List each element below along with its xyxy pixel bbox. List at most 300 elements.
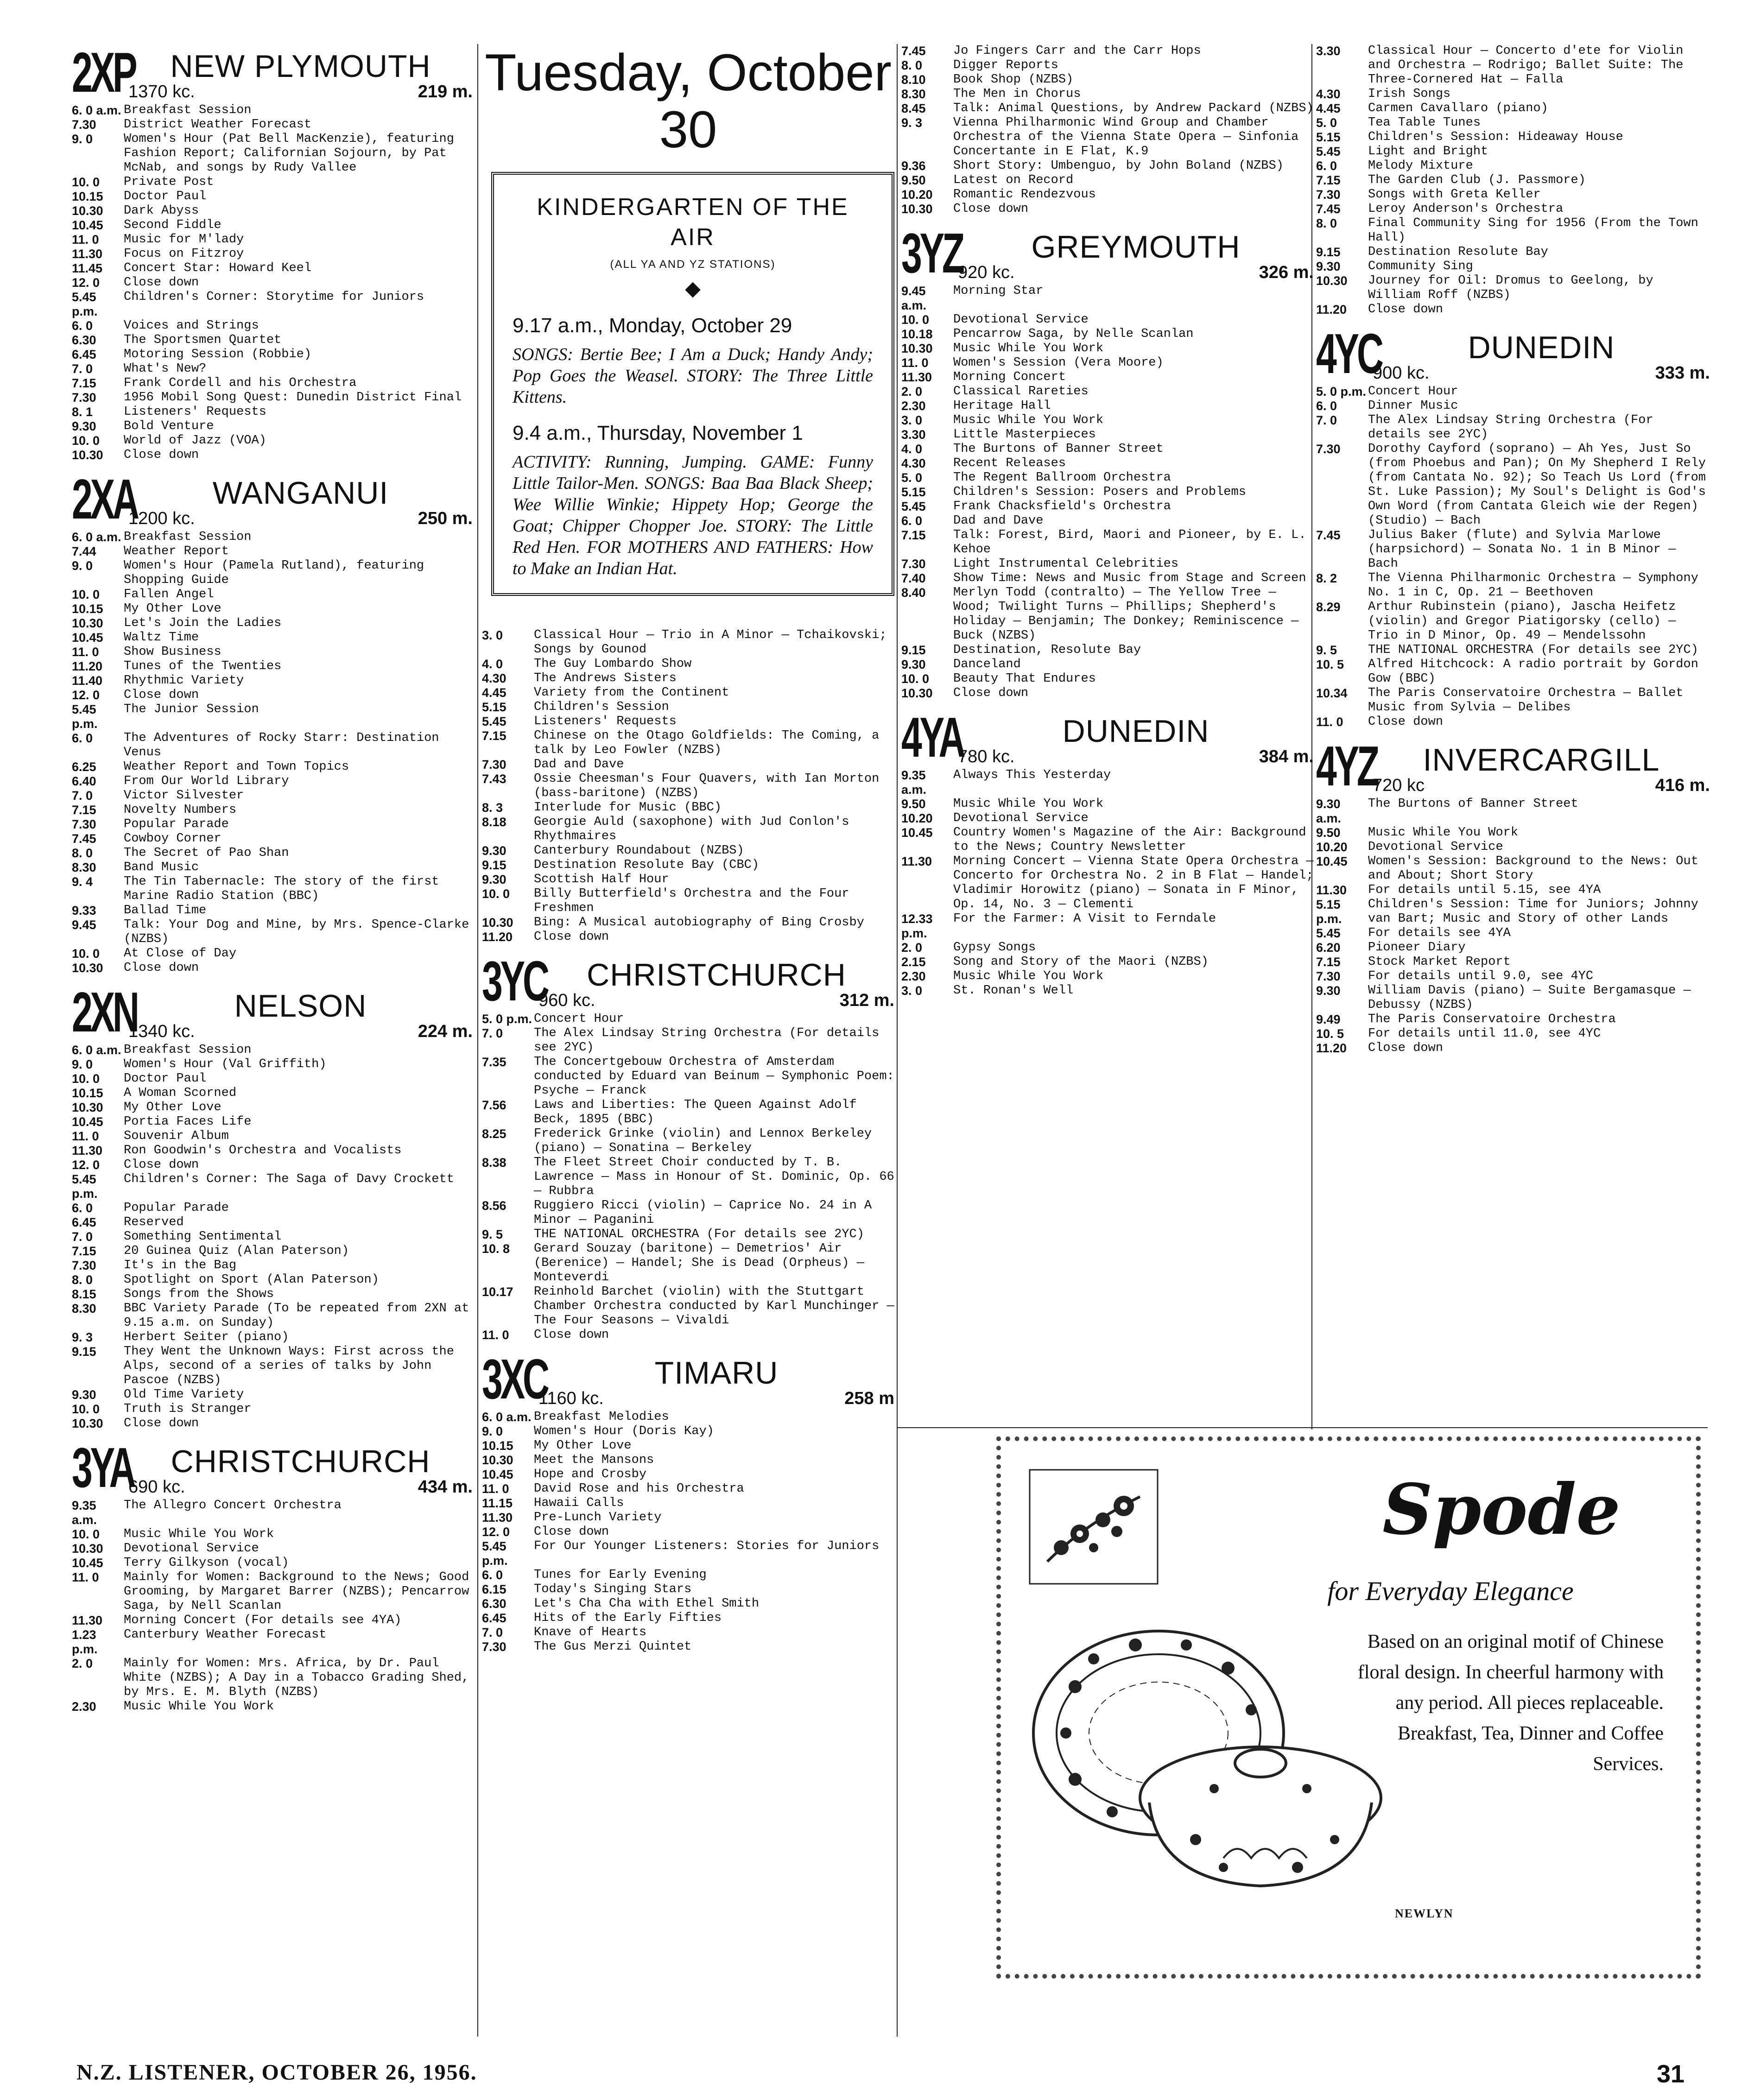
programme-time: 8. 0 [72, 1273, 93, 1287]
programme-row [482, 729, 894, 758]
column-1 [72, 41, 473, 1722]
programme-row [482, 1511, 894, 1525]
programme-title: Children's Session [534, 700, 669, 715]
programme-title: Ron Goodwin's Orchestra and Vocalists [124, 1144, 402, 1158]
programme-time: 11.30 [72, 247, 103, 261]
programme-title: Morning Concert — Vienna State Opera Orchestra — Concerto for Orchestra No. 2 in B Flat — Handel; Vladimir Horowitz (piano) — Sonata in F Minor, Op. 14, No. 3 — Clementi [953, 854, 1314, 911]
station-call-sign: 3YA [72, 1436, 134, 1499]
programme-row [72, 1330, 473, 1345]
programme-time: 7.30 [1316, 442, 1341, 456]
programme-time: 12. 0 [482, 1525, 510, 1539]
programme-time: 9. 0 [72, 1057, 93, 1071]
programme-title: Songs with Greta Keller [1368, 188, 1541, 202]
programme-title: Chinese on the Otago Goldfields: The Coming, a talk by Leo Fowler (NZBS) [534, 729, 880, 758]
station-city: WANGANUI [212, 475, 389, 511]
programme-row [901, 342, 1314, 356]
programme-title: Music While You Work [953, 413, 1104, 427]
programme-list [72, 103, 473, 462]
programme-time: 8.15 [72, 1287, 96, 1301]
programme-row [1316, 840, 1710, 854]
programme-time: 11.20 [1316, 1041, 1347, 1055]
programme-title: Dad and Dave [953, 514, 1044, 528]
programme-time: 10.15 [72, 1086, 103, 1100]
programme-row [901, 188, 1314, 202]
station-heading-detail [1373, 744, 1710, 794]
programme-time: 10.15 [72, 190, 103, 203]
programme-time: 11. 0 [72, 233, 99, 247]
programme-title: Weather Report and Town Topics [124, 760, 349, 774]
station-call-sign: 2XN [72, 980, 137, 1044]
programme-time: 5.45 p.m. [482, 1539, 508, 1568]
programme-time: 5. 0 [901, 471, 923, 485]
programme-title: Knave of Hearts [534, 1626, 647, 1640]
programme-title: Motoring Session (Robbie) [124, 348, 312, 361]
programme-row [482, 1453, 894, 1467]
programme-time: 6. 0 [72, 1201, 93, 1215]
programme-time: 6. 0 [72, 731, 93, 745]
page-date-heading: Tuesday, October 30 [485, 44, 892, 159]
programme-row [72, 247, 473, 261]
column-2-listings [482, 628, 894, 1654]
programme-row [1316, 442, 1710, 528]
programme-title: Alfred Hitchcock: A radio portrait by Gordon Gow (BBC) [1368, 658, 1698, 686]
programme-title: Band Music [124, 860, 199, 874]
programme-row [72, 434, 473, 448]
programme-row [901, 456, 1314, 471]
programme-time: 9.49 [1316, 1012, 1341, 1026]
programme-row [1316, 303, 1710, 317]
programme-row [72, 204, 473, 218]
programme-row [482, 1496, 894, 1511]
station-heading [901, 706, 1314, 769]
programme-row [72, 1072, 473, 1086]
programme-row [72, 405, 473, 419]
programme-row [72, 1057, 473, 1072]
programme-time: 7.15 [482, 729, 507, 743]
programme-time: 10. 0 [72, 588, 100, 601]
station-call-sign: 2XP [72, 41, 135, 104]
programme-time: 6.15 [482, 1582, 507, 1597]
programme-time: 9.15 [1316, 245, 1341, 259]
programme-time: 5.15 p.m. [1316, 898, 1342, 926]
magazine-footer: N.Z. LISTENER, OCTOBER 26, 1956. [76, 2060, 477, 2085]
programme-title: Close down [124, 448, 199, 462]
programme-time: 12. 0 [72, 688, 100, 702]
station-section [482, 1347, 894, 1654]
programme-time: 11. 0 [482, 1328, 509, 1342]
programme-time: 6.25 [72, 760, 96, 774]
programme-list [72, 1043, 473, 1431]
programme-time: 7.56 [482, 1098, 507, 1113]
programme-row [72, 631, 473, 645]
programme-row [901, 672, 1314, 686]
programme-time: 10.45 [901, 826, 933, 840]
programme-row [901, 356, 1314, 370]
programme-time: 10.45 [1316, 854, 1348, 868]
programme-time: 7.30 [72, 118, 96, 132]
programme-time: 7.45 [1316, 528, 1341, 542]
programme-time: 5.45 [1316, 926, 1341, 940]
programme-time: 9.15 [901, 643, 926, 657]
programme-row [482, 858, 894, 873]
programme-title: Latest on Record [953, 173, 1074, 187]
programme-title: The Alex Lindsay String Orchestra (For details see 2YC) [534, 1026, 880, 1055]
programme-title: Children's Corner: The Saga of Davy Crockett [124, 1172, 454, 1186]
programme-title: Morning Star [953, 284, 1044, 298]
station-heading [1316, 322, 1710, 385]
programme-row [72, 1542, 473, 1556]
column-4 [1316, 44, 1710, 1064]
programme-title: Light Instrumental Celebrities [953, 557, 1179, 571]
station-frequency: 690 kc. [128, 1477, 185, 1497]
programme-time: 11.20 [1316, 303, 1347, 316]
programme-title: Women's Hour (Pamela Rutland), featuring Shopping Guide [124, 559, 424, 587]
station-heading [482, 949, 894, 1013]
programme-time: 11. 0 [1316, 715, 1343, 729]
programme-row [901, 58, 1314, 73]
programme-row [482, 1012, 894, 1026]
programme-row [482, 1482, 894, 1496]
programme-row [72, 1172, 473, 1201]
programme-title: The Paris Conservatoire Orchestra [1368, 1012, 1616, 1026]
spode-tagline: for Everyday Elegance [1327, 1576, 1574, 1606]
station-call-sign: 4YZ [1316, 734, 1377, 797]
programme-title: Breakfast Session [124, 103, 252, 117]
programme-time: 7. 0 [482, 1626, 503, 1640]
programme-row [482, 1285, 894, 1328]
programme-row [901, 202, 1314, 216]
station-city: INVERCARGILL [1423, 742, 1660, 778]
station-call-sign: 3XC [482, 1347, 547, 1411]
station-section [482, 949, 894, 1342]
programme-row [72, 860, 473, 875]
column-rule [477, 44, 478, 2037]
programme-time: 6.20 [1316, 941, 1341, 955]
programme-time: 7. 0 [72, 1230, 93, 1244]
programme-row [72, 588, 473, 602]
programme-title: Music for M'lady [124, 233, 244, 247]
station-frequency: 720 kc [1373, 776, 1425, 795]
programme-title: Hits of the Early Fifties [534, 1611, 722, 1626]
station-wavelength: 326 m. [1259, 263, 1314, 282]
programme-list [482, 1410, 894, 1654]
programme-row [72, 645, 473, 659]
programme-time: 6. 0 [901, 514, 923, 528]
programme-row [72, 1388, 473, 1402]
programme-time: 9.35 a.m. [72, 1499, 97, 1527]
programme-title: Close down [534, 930, 609, 944]
programme-title: Mainly for Women: Mrs. Africa, by Dr. Paul White (NZBS); A Day in a Tobacco Grading Shed, by Mrs. E. M. Blyth (NZBS) [124, 1657, 469, 1699]
programme-time: 6. 0 [72, 319, 93, 333]
station-frequency: 1160 kc. [538, 1389, 604, 1409]
programme-title: For Our Younger Listeners: Stories for Juniors [534, 1539, 880, 1554]
station-frequency: 920 kc. [958, 263, 1015, 282]
programme-row [72, 789, 473, 803]
station-wavelength: 312 m. [839, 991, 894, 1011]
programme-row [1316, 600, 1710, 643]
programme-row [901, 571, 1314, 586]
station-heading-detail [1373, 332, 1710, 382]
programme-title: The Burtons of Banner Street [953, 442, 1164, 456]
programme-title: For the Farmer: A Visit to Ferndale [953, 912, 1216, 926]
programme-title: My Other Love [534, 1439, 632, 1453]
programme-row [482, 671, 894, 686]
programme-row [901, 159, 1314, 173]
programme-title: BBC Variety Parade (To be repeated from 2XN at 9.15 a.m. on Sunday) [124, 1302, 469, 1330]
programme-time: 9.36 [901, 159, 926, 173]
programme-time: 8.30 [72, 1302, 96, 1316]
programme-title: For details until 9.0, see 4YC [1368, 969, 1594, 983]
programme-row [1316, 898, 1710, 926]
programme-title: Fallen Angel [124, 588, 214, 601]
programme-row [901, 969, 1314, 984]
programme-title: Julius Baker (flute) and Sylvia Marlowe (harpsichord) — Sonata No. 1 in B Minor — Bach [1368, 528, 1676, 571]
programme-title: Close down [124, 276, 199, 290]
programme-row [901, 811, 1314, 826]
programme-row [482, 1597, 894, 1611]
programme-row [72, 832, 473, 846]
programme-list [482, 628, 894, 944]
programme-time: 11.20 [72, 659, 103, 673]
programme-time: 6.30 [482, 1597, 507, 1611]
programme-row [72, 419, 473, 434]
programme-row [72, 1527, 473, 1542]
station-frequency: 1340 kc. [128, 1022, 195, 1041]
programme-time: 8.45 [901, 101, 926, 115]
programme-row [482, 1156, 894, 1199]
programme-row [901, 87, 1314, 101]
station-call-sign: 4YC [1316, 322, 1381, 385]
programme-title: Romantic Rendezvous [953, 188, 1096, 202]
programme-title: The Andrews Sisters [534, 671, 677, 686]
programme-time: 10.17 [482, 1285, 513, 1299]
programme-row [72, 1086, 473, 1101]
programme-row [901, 854, 1314, 912]
programme-time: 10.45 [482, 1467, 513, 1482]
programme-time: 4. 0 [901, 442, 923, 456]
programme-title: Variety from the Continent [534, 686, 729, 700]
programme-title: Music While You Work [953, 969, 1104, 983]
programme-row [901, 912, 1314, 941]
programme-title: Short Story: Umbenguo, by John Boland (NZBS) [953, 159, 1284, 173]
programme-row [1316, 413, 1710, 442]
programme-time: 1.23 p.m. [72, 1628, 98, 1656]
programme-row [482, 1582, 894, 1597]
programme-time: 7.30 [901, 557, 926, 571]
programme-time: 4.45 [1316, 101, 1341, 115]
programme-time: 7. 0 [482, 1026, 503, 1041]
programme-time: 7.30 [72, 817, 96, 831]
programme-time: 11.30 [1316, 883, 1347, 897]
programme-title: Little Masterpieces [953, 428, 1096, 442]
station-section [72, 980, 473, 1431]
station-section [901, 221, 1314, 701]
programme-title: Ballad Time [124, 904, 207, 917]
programme-time: 7.15 [72, 376, 96, 390]
programme-row [901, 826, 1314, 854]
programme-row [72, 688, 473, 702]
station-city: CHRISTCHURCH [587, 957, 846, 993]
programme-row [482, 1328, 894, 1342]
programme-row [901, 643, 1314, 658]
programme-time: 6.30 [72, 333, 96, 347]
programme-title: What's New? [124, 362, 207, 376]
programme-title: Close down [124, 1158, 199, 1172]
programme-time: 3. 0 [901, 413, 923, 427]
programme-title: Old Time Variety [124, 1388, 244, 1402]
programme-row [72, 1302, 473, 1330]
programme-time: 7.15 [1316, 173, 1341, 187]
programme-title: THE NATIONAL ORCHESTRA (For details see 2YC) [534, 1227, 864, 1242]
programme-title: Bing: A Musical autobiography of Bing Crosby [534, 916, 864, 930]
programme-title: Close down [534, 1525, 609, 1539]
programme-time: 7.43 [482, 772, 507, 786]
programme-time: 2. 0 [901, 941, 923, 955]
programme-row [72, 290, 473, 319]
programme-row [901, 116, 1314, 159]
programme-title: For details until 11.0, see 4YC [1368, 1027, 1601, 1041]
programme-row [1316, 1041, 1710, 1056]
programme-title: Morning Concert [953, 370, 1066, 384]
programme-row [482, 1568, 894, 1582]
programme-row [72, 918, 473, 947]
programme-row [72, 1556, 473, 1570]
programme-row [482, 1611, 894, 1626]
programme-time: 5.15 [901, 485, 926, 499]
programme-title: Show Business [124, 645, 222, 659]
programme-row [1316, 188, 1710, 202]
programme-list [901, 44, 1314, 216]
programme-time: 8.18 [482, 815, 507, 829]
programme-time: 9.30 [72, 1388, 96, 1402]
programme-title: Voices and Strings [124, 319, 259, 333]
programme-title: Canterbury Weather Forecast [124, 1628, 327, 1642]
station-frequency: 1370 kc. [128, 82, 195, 101]
programme-time: 7.15 [1316, 955, 1341, 969]
programme-title: The Paris Conservatoire Orchestra — Ballet Music from Sylvia — Delibes [1368, 686, 1684, 715]
station-frequency: 780 kc. [958, 747, 1015, 766]
programme-list [901, 768, 1314, 998]
programme-title: Destination, Resolute Bay [953, 643, 1141, 657]
programme-row [901, 327, 1314, 342]
programme-time: 8. 0 [72, 846, 93, 860]
programme-title: Destination Resolute Bay [1368, 245, 1548, 259]
programme-row [72, 175, 473, 190]
programme-title: Leroy Anderson's Orchestra [1368, 202, 1564, 216]
programme-title: Dad and Dave [534, 758, 624, 772]
programme-time: 10.34 [1316, 686, 1348, 700]
programme-title: Bold Venture [124, 419, 214, 433]
programme-row [482, 916, 894, 930]
programme-time: 4. 0 [482, 657, 503, 671]
programme-title: Close down [1368, 1041, 1444, 1055]
programme-title: Song and Story of the Maori (NZBS) [953, 955, 1209, 969]
programme-list [72, 530, 473, 975]
programme-title: Always This Yesterday [953, 768, 1111, 782]
programme-row [901, 984, 1314, 998]
programme-title: Dorothy Cayford (soprano) — Ah Yes, Just So (from Phoebus and Pan); On My Shepherd I Rely (from Cantata No. 92); So Teach Us Lord (from St. Luke Passion); My Soul's Delight is God's Own Word (from Cantata Gleich wie der Regen) (Studio) — Bach [1368, 442, 1706, 528]
programme-time: 10.30 [72, 448, 103, 462]
programme-time: 7.15 [901, 528, 926, 542]
spode-advertisement [996, 1436, 1701, 1979]
programme-row [72, 1345, 473, 1388]
programme-time: 2. 0 [72, 1657, 93, 1670]
programme-time: 10.45 [72, 218, 103, 232]
programme-time: 5.45 [482, 715, 507, 729]
programme-title: Hawaii Calls [534, 1496, 624, 1511]
programme-row [482, 628, 894, 657]
programme-row [72, 1287, 473, 1302]
programme-title: Tunes for Early Evening [534, 1568, 707, 1582]
programme-row [482, 1227, 894, 1242]
programme-time: 2.15 [901, 955, 926, 969]
programme-row [72, 1417, 473, 1431]
kindergarten-thursday-text: ACTIVITY: Running, Jumping. GAME: Funny Little Tailor-Men. SONGS: Baa Baa Black Sheep; Wee Willie Winkie; Hippety Hop; George the Goat; Chipper Chopper Joe. STORY: The Little Red Hen. FOR MOTHERS AND FATHERS: How to Make an Indian Hat. [513, 452, 873, 579]
programme-time: 9. 5 [482, 1227, 503, 1242]
programme-title: The Secret of Pao Shan [124, 846, 289, 860]
programme-title: Gerard Souzay (baritone) — Demetrios' Air (Berenice) — Handel; She is Dead (Orpheus) — Monteverdi [534, 1242, 864, 1285]
floral-motif-icon [1029, 1469, 1159, 1585]
programme-time: 10.30 [901, 686, 933, 700]
programme-row [72, 1101, 473, 1115]
programme-row [1316, 399, 1710, 413]
programme-title: Close down [953, 686, 1029, 700]
station-heading [72, 980, 473, 1044]
programme-time: 10.30 [72, 1417, 103, 1430]
programme-title: Let's Join the Ladies [124, 616, 282, 630]
programme-title: Mainly for Women: Background to the News; Good Grooming, by Margaret Barrer (NZBS); Pencarrow Saga, by Nell Scanlan [124, 1570, 469, 1613]
programme-row [1316, 44, 1710, 87]
station-call-sign: 2XA [72, 468, 137, 531]
programme-time: 10.30 [482, 1453, 513, 1467]
programme-row [72, 218, 473, 233]
programme-title: Classical Rareties [953, 385, 1089, 398]
programme-title: Arthur Rubinstein (piano), Jascha Heifetz (violin) and Gregor Piatigorsky (cello) — Trio in D Minor, Op. 49 — Mendelssohn [1368, 600, 1676, 643]
station-wavelength: 434 m. [418, 1477, 473, 1497]
programme-title: Devotional Service [953, 313, 1089, 327]
programme-title: For details until 5.15, see 4YA [1368, 883, 1601, 897]
programme-title: Destination Resolute Bay (CBC) [534, 858, 760, 873]
programme-time: 7.30 [482, 758, 507, 772]
programme-title: Show Time: News and Music from Stage and Screen [953, 571, 1306, 585]
programme-time: 10.30 [72, 204, 103, 218]
programme-time: 11.30 [901, 370, 932, 384]
programme-time: 9. 3 [72, 1330, 93, 1344]
programme-title: Jo Fingers Carr and the Carr Hops [953, 44, 1201, 58]
programme-title: Let's Cha Cha with Ethel Smith [534, 1597, 760, 1611]
programme-title: Women's Session (Vera Moore) [953, 356, 1164, 370]
station-section [482, 628, 894, 944]
programme-time: 10. 0 [901, 672, 930, 686]
programme-time: 9.50 [901, 173, 926, 187]
programme-time: 5.45 [901, 500, 926, 513]
station-wavelength: 250 m. [418, 509, 473, 528]
programme-row [901, 586, 1314, 643]
programme-list [1316, 44, 1710, 317]
programme-title: Reserved [124, 1215, 184, 1229]
programme-row [72, 559, 473, 588]
programme-time: 5.45 [1316, 145, 1341, 158]
programme-title: Today's Singing Stars [534, 1582, 692, 1597]
programme-title: It's in the Bag [124, 1259, 237, 1272]
programme-time: 7. 0 [1316, 413, 1337, 427]
programme-row [482, 815, 894, 844]
spode-brand: Spode [1382, 1469, 1621, 1550]
station-wavelength: 224 m. [418, 1022, 473, 1041]
programme-row [1316, 145, 1710, 159]
station-city: NELSON [234, 988, 367, 1024]
programme-title: Community Sing [1368, 259, 1473, 273]
